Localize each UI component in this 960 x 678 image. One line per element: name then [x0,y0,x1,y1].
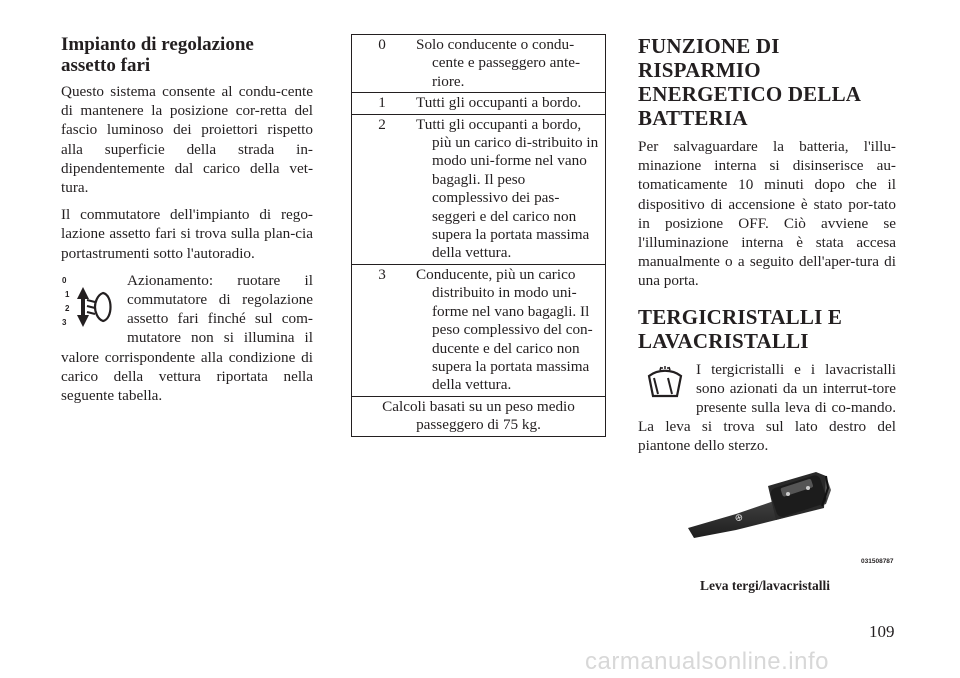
wiper-stalk-illustration [676,468,896,590]
icon-label-1: 1 [65,289,70,299]
figure-caption: Leva tergi/lavacristalli [699,578,831,593]
table-footer-row [352,396,606,436]
table-row [352,264,606,396]
table-cell-number: 2 [352,114,409,264]
section-heading-battery-saver: FUNZIONE DI RISPARMIO ENERGETICO DELLA BATTERIA [638,34,861,130]
load-table-column [351,34,606,437]
icon-paragraph [61,271,313,413]
section-heading-wipers: TERGICRISTALLI E LAVACRISTALLI [638,304,843,353]
figure-code: 031508787 [861,558,894,565]
icon-label-0: 0 [62,275,67,285]
table-row [352,93,606,114]
paragraph: Azionamento: ruotare il commutatore di regolazione assetto fari finché sul com-mutatore non si illumina il valore corrispondente alla condizione di carico della vettura riportata nella seguente tabella. [61,271,313,405]
table-footer-note: Calcoli basati su un peso medio passeggero di 75 kg. [352,396,606,436]
icon-paragraph [638,360,896,464]
table-cell-description: Tutti gli occupanti a bordo, più un carico di-stribuito in modo uni-forme nel vano bagagli. Il peso complessivo dei pas-seggeri e del carico non supera la portata massima della vettura. [408,114,606,264]
windshield-wiper-icon [646,366,684,405]
icon-label-2: 2 [65,303,70,313]
table-row [352,35,606,93]
paragraph: Questo sistema consente al condu-cente di mantenere la posizione cor-retta del fascio luminoso dei proiettori rispetto alla superficie della strada in-dipendentemente dal carico della vet-tura. [61,83,313,197]
load-condition-table [351,34,606,437]
watermark: carmanualsonline.info [585,648,829,675]
paragraph: I tergicristalli e i lavacristalli sono azionati da un interrut-tore presente sulla leva di co-mando. La leva si trova sul lato destro del piantone dello sterzo. [638,360,896,455]
headlamp-leveling-icon [61,275,113,338]
table-row [352,114,606,264]
section-heading-headlamp-leveling: Impianto di regolazione assetto fari [61,34,254,76]
table-cell-description: Conducente, più un carico distribuito in modo uni-forme nel vano bagagli. Il peso complessivo del con-ducente e del carico non supera la portata massima della vettura. [408,264,606,396]
page-number: 109 [869,622,895,641]
icon-label-3: 3 [62,317,67,327]
table-cell-description: Solo conducente o condu-cente e passeggero ante-riore. [408,35,606,93]
paragraph: Per salvaguardare la batteria, l'illu-minazione interna si disinserisce au-tomaticamente 10 minuti dopo che il dispositivo di accensione è stato por-tato in posizione OFF. Ciò avviene se l'illuminazione interna è stata accesa manualmente o a seguito dell'aper-tura di una porta. [638,138,896,290]
paragraph: Il commutatore dell'impianto di rego-lazione assetto fari si trova sulla plan-cia portastrumenti sotto l'autoradio. [61,206,313,262]
table-cell-number: 3 [352,264,409,396]
svg-text:⊕: ⊕ [733,511,745,525]
table-cell-description: Tutti gli occupanti a bordo. [408,93,606,114]
left-column [61,34,313,413]
table-cell-number: 1 [352,93,409,114]
table-cell-number: 0 [352,35,409,93]
right-column [638,34,896,464]
